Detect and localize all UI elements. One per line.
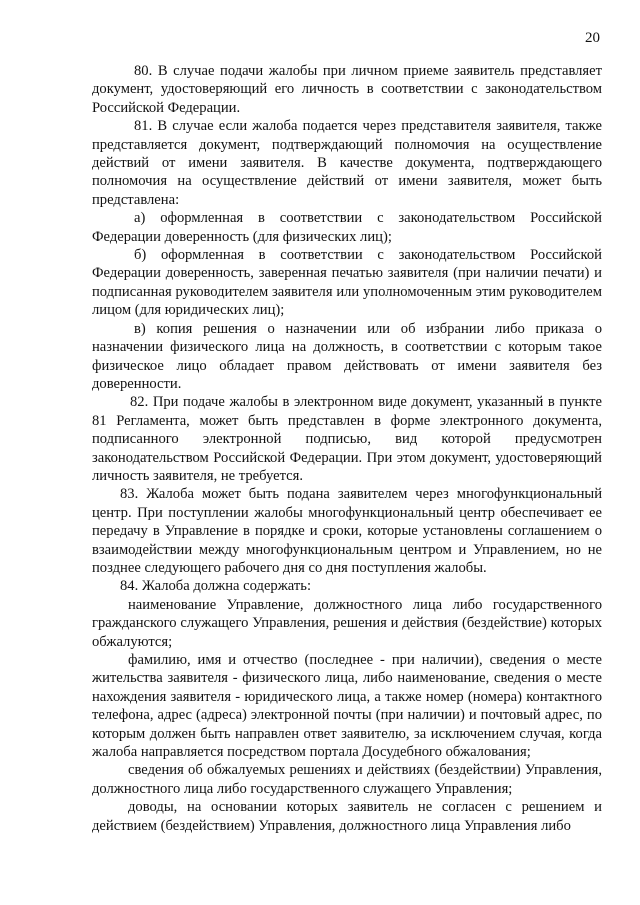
- paragraph-83: 83. Жалоба может быть подана заявителем через многофункциональный центр. При поступлении жалобы многофункциональный центр обеспечивает ее передачу в Управление в порядке и сроки, которые установлены соглашением о взаимодействии между многофункциональным центром и Управлением, но не позднее следующего рабочего дня со дня поступления жалобы.: [92, 486, 602, 576]
- paragraph-82: 82. При подаче жалобы в электронном виде документ, указанный в пункте 81 Регламента, может быть представлен в форме электронного документа, подписанного электронной подписью, вид которой предусмотрен законодательством Российской Федерации. При этом документ, удостоверяющий личность заявителя, не требуется.: [92, 394, 602, 484]
- paragraph-81-v: в) копия решения о назначении или об избрании либо приказа о назначении физического лица на должность, в соответствии с которым такое физическое лицо обладает правом действовать от имени заявителя без доверенности.: [92, 320, 602, 392]
- paragraph-84-item-3: сведения об обжалуемых решениях и действиях (бездействии) Управления, должностного лица либо государственного служащего Управления;: [92, 762, 602, 797]
- paragraph-80: 80. В случае подачи жалобы при личном приеме заявитель представляет документ, удостоверяющий его личность в соответствии с законодательством Российской Федерации.: [92, 63, 602, 116]
- paragraph-84-item-1: наименование Управление, должностного лица либо государственного гражданского служащего Управления, решения и действия (бездействие) которых обжалуются;: [92, 596, 602, 650]
- paragraph-81: 81. В случае если жалоба подается через представителя заявителя, также представляется документ, подтверждающий полномочия на осуществление действий от имени заявителя. В качестве документа, подтверждающего полномочия на осуществление действий от имени заявителя, может быть представлена:: [92, 118, 602, 208]
- paragraph-81-a: а) оформленная в соответствии с законодательством Российской Федерации доверенность (для физических лиц);: [92, 210, 602, 245]
- document-body: [92, 62, 602, 835]
- paragraph-84: 84. Жалоба должна содержать:: [120, 578, 311, 595]
- page-number: 20: [585, 30, 600, 46]
- paragraph-84-item-4: доводы, на основании которых заявитель не согласен с решением и действием (бездействием) Управления, должностного лица Управления либо: [92, 799, 602, 834]
- paragraph-84-item-2: фамилию, имя и отчество (последнее - при наличии), сведения о месте жительства заявителя - физического лица, либо наименование, сведения о месте нахождения заявителя - юридического лица, а также номер (номера) контактного телефона, адрес (адреса) электронной почты (при наличии) и почтовый адрес, по которым должен быть направлен ответ заявителю, за исключением случая, когда жалоба направляется посредством портала Досудебного обжалования;: [92, 652, 602, 761]
- paragraph-81-b: б) оформленная в соответствии с законодательством Российской Федерации доверенность, заверенная печатью заявителя (при наличии печати) и подписанная руководителем заявителя или уполномоченным этим руководителем лицом (для юридических лиц);: [92, 247, 602, 319]
